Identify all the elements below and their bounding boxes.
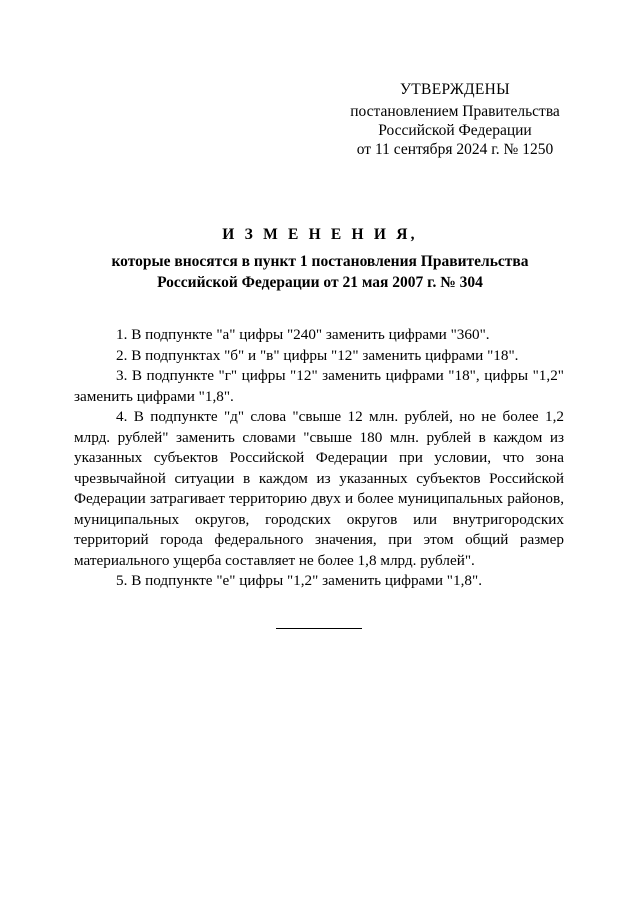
approval-heading: УТВЕРЖДЕНЫ	[400, 81, 510, 98]
amendment-item: 3. В подпункте "г" цифры "12" заменить цифрами "18", цифры "1,2" заменить цифрами "1,8".	[74, 367, 564, 405]
end-divider	[276, 628, 362, 629]
amendment-item: 2. В подпунктах "б" и "в" цифры "12" заменить цифрами "18".	[116, 346, 519, 364]
amendment-item: 4. В подпункте "д" слова "свыше 12 млн. рублей, но не более 1,2 млрд. рублей" заменить словами "свыше 180 млн. рублей в каждом из указанных субъектов Российской Федерации при условии, что зона чрезвычайной ситуации в каждом из указанных субъектов Российской Федерации затрагивает территорию двух и более муниципальных районов, муниципальных округов, городских округов или внутригородских территорий города федерального значения, при этом общий размер материального ущерба составляет не более 1,8 млрд. рублей".	[74, 408, 564, 569]
subtitle-line: Российской Федерации от 21 мая 2007 г. № 304	[157, 274, 483, 291]
amendment-item: 5. В подпункте "е" цифры "1,2" заменить цифрами "1,8".	[116, 572, 482, 589]
approval-date-number: от 11 сентября 2024 г. № 1250	[356, 141, 554, 158]
document-subtitle	[70, 251, 570, 293]
document-title: И З М Е Н Е Н И Я,	[222, 226, 418, 243]
approval-line: Российской Федерации	[378, 122, 532, 139]
approval-line: постановлением Правительства	[350, 103, 560, 120]
approval-stamp	[330, 80, 580, 159]
subtitle-line: которые вносятся в пункт 1 постановления Правительства	[111, 253, 529, 270]
amendment-item: 1. В подпункте "а" цифры "240" заменить цифрами "360".	[116, 326, 490, 343]
amendments-list	[74, 325, 564, 592]
